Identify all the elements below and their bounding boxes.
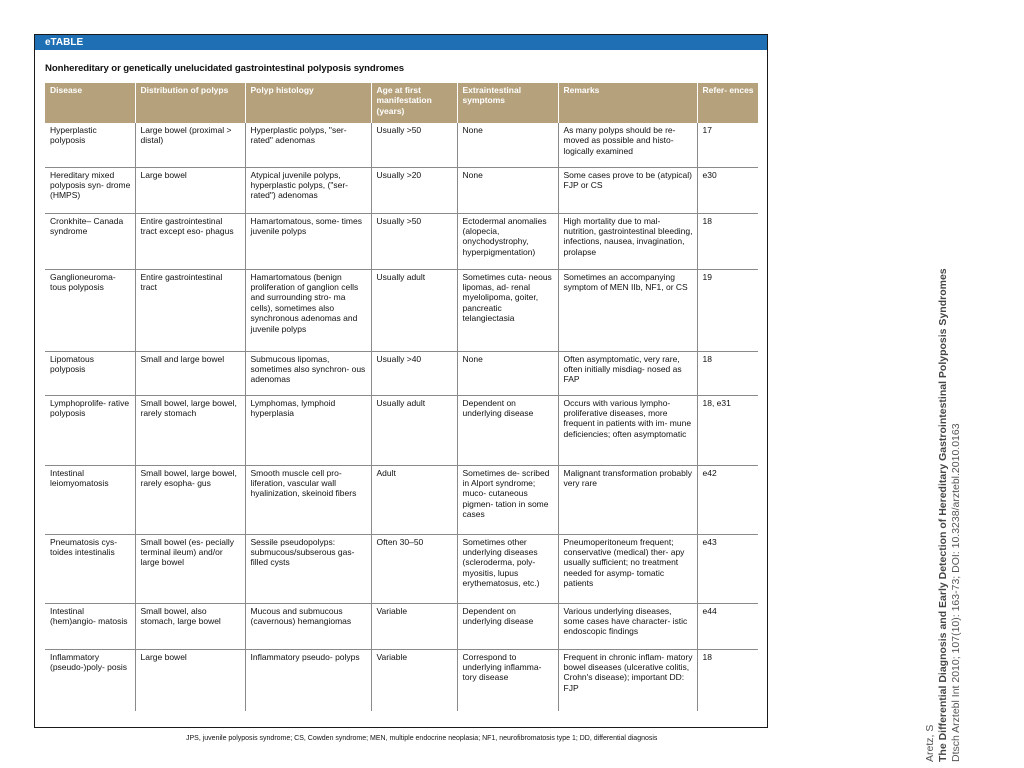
cell-references: e30	[697, 167, 758, 213]
cell-extraintestinal: Dependent on underlying disease	[457, 603, 558, 649]
cell-references: 19	[697, 269, 758, 351]
col-header-histology: Polyp histology	[245, 83, 371, 123]
cell-references: 18	[697, 351, 758, 395]
cell-extraintestinal: Dependent on underlying disease	[457, 395, 558, 465]
cell-age: Adult	[371, 465, 457, 534]
cell-references: e44	[697, 603, 758, 649]
cell-age: Variable	[371, 649, 457, 711]
cell-age: Usually adult	[371, 395, 457, 465]
cell-references: 17	[697, 123, 758, 167]
table-row	[45, 351, 758, 395]
table-footnote: JPS, juvenile polyposis syndrome; CS, Cowden syndrome; MEN, multiple endocrine neoplasia; NF1, neurofibromatosis type 1; DD, differential diagnosis	[186, 735, 658, 742]
cell-distribution: Entire gastrointestinal tract except eso- phagus	[135, 213, 245, 269]
cell-age: Usually adult	[371, 269, 457, 351]
cell-disease: Intestinal leiomyomatosis	[45, 465, 135, 534]
table-row	[45, 269, 758, 351]
table-title: Nonhereditary or genetically unelucidated gastrointestinal polyposis syndromes	[45, 63, 404, 74]
cell-references: e42	[697, 465, 758, 534]
cell-references: 18	[697, 213, 758, 269]
cell-disease: Pneumatosis cys- toides intestinalis	[45, 534, 135, 603]
cell-disease: Intestinal (hem)angio- matosis	[45, 603, 135, 649]
cell-remarks: Various underlying diseases, some cases have character- istic endoscopic findings	[558, 603, 697, 649]
table-row	[45, 534, 758, 603]
cell-remarks: Some cases prove to be (atypical) FJP or CS	[558, 167, 697, 213]
cell-remarks: Frequent in chronic inflam- matory bowel diseases (ulcerative colitis, Crohn's disease); important DD: FJP	[558, 649, 697, 711]
side-article-title: The Differential Diagnosis and Early Detection of Hereditary Gastrointestinal Polyposis Syndromes	[937, 268, 949, 762]
cell-age: Usually >50	[371, 123, 457, 167]
cell-extraintestinal: None	[457, 123, 558, 167]
cell-extraintestinal: Sometimes de- scribed in Alport syndrome; muco- cutaneous pigmen- tation in some cases	[457, 465, 558, 534]
table-row	[45, 167, 758, 213]
cell-remarks: Occurs with various lympho- proliferative diseases, more frequent in patients with im- mune deficiencies; often asymptomatic	[558, 395, 697, 465]
cell-histology: Smooth muscle cell pro- liferation, vascular wall hyalinization, skeinoid fibers	[245, 465, 371, 534]
table-row	[45, 213, 758, 269]
cell-age: Usually >20	[371, 167, 457, 213]
cell-extraintestinal: Sometimes other underlying diseases (scleroderma, poly- myositis, lupus erythematosus, etc.)	[457, 534, 558, 603]
cell-histology: Hamartomatous, some- times juvenile polyps	[245, 213, 371, 269]
cell-distribution: Entire gastrointestinal tract	[135, 269, 245, 351]
col-header-references: Refer- ences	[697, 83, 758, 123]
cell-disease: Ganglioneuroma- tous polyposis	[45, 269, 135, 351]
cell-extraintestinal: Correspond to underlying inflamma- tory disease	[457, 649, 558, 711]
cell-remarks: Malignant transformation probably very rare	[558, 465, 697, 534]
cell-disease: Lipomatous polyposis	[45, 351, 135, 395]
table-row	[45, 465, 758, 534]
cell-disease: Hyperplastic polyposis	[50, 125, 97, 146]
col-header-distribution: Distribution of polyps	[135, 83, 245, 123]
table-row	[45, 395, 758, 465]
cell-disease: Cronkhite– Canada syndrome	[45, 213, 135, 269]
cell-references: 18, e31	[697, 395, 758, 465]
side-author: Aretz, S	[924, 724, 936, 762]
cell-age: Often 30–50	[371, 534, 457, 603]
col-header-extraintestinal: Extraintestinal symptoms	[457, 83, 558, 123]
cell-distribution: Small bowel, also stomach, large bowel	[135, 603, 245, 649]
cell-remarks: Often asymptomatic, very rare, often initially misdiag- nosed as FAP	[558, 351, 697, 395]
table-row	[45, 649, 758, 711]
cell-remarks: As many polyps should be re- moved as possible and histo- logically examined	[558, 123, 697, 167]
cell-extraintestinal: None	[457, 167, 558, 213]
cell-age: Usually >50	[371, 213, 457, 269]
polyposis-table	[45, 83, 758, 711]
cell-histology: Inflammatory pseudo- polyps	[245, 649, 371, 711]
cell-disease: Inflammatory (pseudo-)poly- posis	[45, 649, 135, 711]
cell-remarks: Sometimes an accompanying symptom of MEN IIb, NF1, or CS	[558, 269, 697, 351]
cell-references: e43	[697, 534, 758, 603]
cell-remarks: High mortality due to mal- nutrition, gastrointestinal bleeding, infections, nausea, invagination, prolapse	[558, 213, 697, 269]
cell-extraintestinal: None	[457, 351, 558, 395]
col-header-disease: Disease	[45, 83, 135, 123]
cell-distribution: Small bowel, large bowel, rarely esopha- gus	[135, 465, 245, 534]
table-row	[45, 603, 758, 649]
cell-references: 18	[697, 649, 758, 711]
side-citation: Dtsch Arztebl Int 2010; 107(10): 163-73; DOI: 10.3238/arztebl.2010.0163	[950, 423, 962, 762]
cell-distribution: Large bowel (proximal > distal)	[135, 123, 245, 167]
table-header-row	[45, 83, 758, 123]
cell-histology: Hamartomatous (benign proliferation of ganglion cells and surrounding stro- ma cells), sometimes also synchronous adenomas and juvenile polyps	[245, 269, 371, 351]
cell-histology: Atypical juvenile polyps, hyperplastic polyps, ("ser- rated") adenomas	[245, 167, 371, 213]
cell-age: Variable	[371, 603, 457, 649]
table-row	[45, 123, 758, 167]
col-header-remarks: Remarks	[558, 83, 697, 123]
cell-extraintestinal: Ectodermal anomalies (alopecia, onychodystrophy, hyperpigmentation)	[457, 213, 558, 269]
cell-remarks: Pneumoperitoneum frequent; conservative (medical) ther- apy usually sufficient; no treatment needed for asymp- tomatic patients	[558, 534, 697, 603]
cell-distribution: Small bowel (es- pecially terminal ileum) and/or large bowel	[135, 534, 245, 603]
cell-histology: Mucous and submucous (cavernous) hemangiomas	[245, 603, 371, 649]
etable-banner: eTABLE	[35, 35, 767, 50]
cell-distribution: Large bowel	[135, 649, 245, 711]
cell-extraintestinal: Sometimes cuta- neous lipomas, ad- renal myelolipoma, goiter, pancreatic telangiectasia	[457, 269, 558, 351]
cell-disease: Lymphoprolife- rative polyposis	[45, 395, 135, 465]
cell-histology: Hyperplastic polyps, "ser- rated" adenomas	[245, 123, 371, 167]
cell-disease: Hereditary mixed polyposis syn- drome (HMPS)	[45, 167, 135, 213]
cell-age: Usually >40	[371, 351, 457, 395]
cell-histology: Submucous lipomas, sometimes also synchron- ous adenomas	[245, 351, 371, 395]
cell-histology: Sessile pseudopolyps: submucous/subserous gas-filled cysts	[245, 534, 371, 603]
table-frame	[34, 34, 768, 728]
cell-distribution: Large bowel	[135, 167, 245, 213]
cell-distribution: Small and large bowel	[135, 351, 245, 395]
side-citation-block	[924, 268, 963, 762]
cell-distribution: Small bowel, large bowel, rarely stomach	[135, 395, 245, 465]
cell-histology: Lymphomas, lymphoid hyperplasia	[245, 395, 371, 465]
col-header-age: Age at first manifestation (years)	[371, 83, 457, 123]
